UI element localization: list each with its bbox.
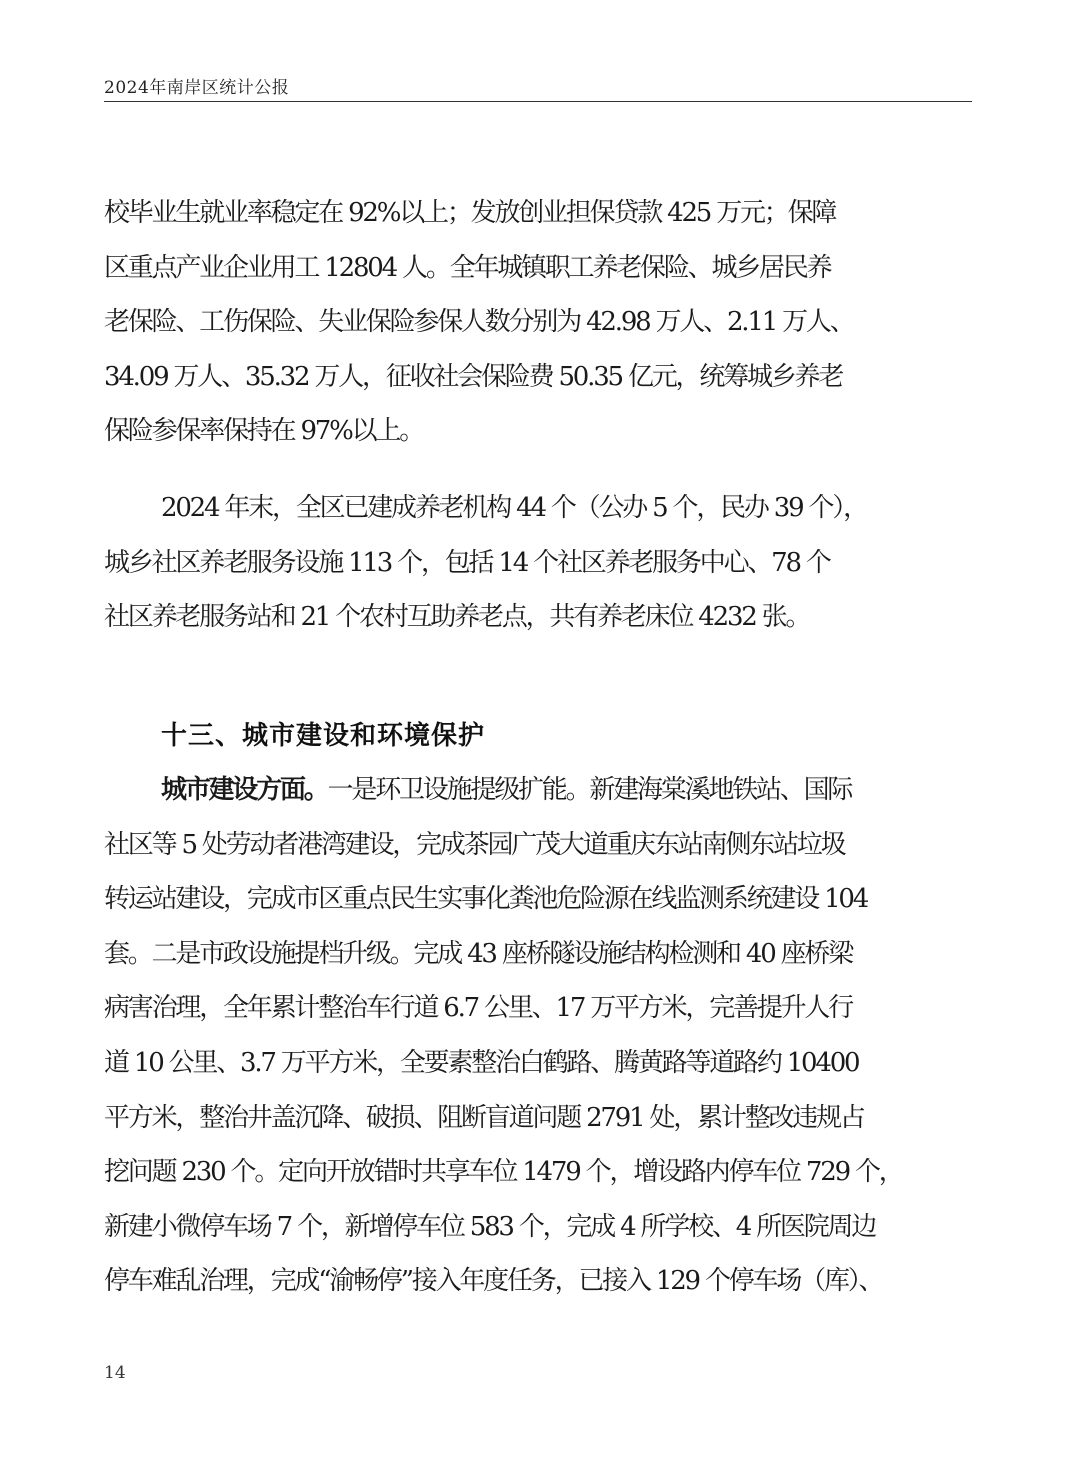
paragraph-line: 停车难乱治理，完成“渝畅停”接入年度任务，已接入 129 个停车场（库）、	[104, 1266, 883, 1297]
paragraph-line: 社区养老服务站和 21 个农村互助养老点，共有养老床位 4232 张。	[104, 602, 810, 633]
page-number: 14	[104, 1363, 126, 1383]
running-header: 2024年南岸区统计公报	[104, 78, 290, 98]
paragraph-line: 新建小微停车场 7 个，新增停车位 583 个，完成 4 所学校、4 所医院周边	[104, 1211, 876, 1242]
paragraph-lead: 城市建设方面。	[161, 775, 328, 805]
paragraph-line: 转运站建设，完成市区重点民生实事化粪池危险源在线监测系统建设 104	[104, 884, 868, 915]
paragraph-line: 病害治理，全年累计整治车行道 6.7 公里、17 万平方米，完善提升人行	[104, 993, 853, 1024]
paragraph-line: 套。二是市政设施提档升级。完成 43 座桥隧设施结构检测和 40 座桥梁	[104, 938, 853, 969]
paragraph-line: 区重点产业企业用工 12804 人。全年城镇职工养老保险、城乡居民养	[104, 252, 831, 283]
paragraph-line: 校毕业生就业率稳定在 92%以上；发放创业担保贷款 425 万元；保障	[104, 198, 836, 228]
paragraph-line: 社区等 5 处劳动者港湾建设，完成茶园广茂大道重庆东站南侧东站垃圾	[104, 829, 845, 860]
paragraph-first-line	[104, 763, 1004, 818]
paragraph-line: 挖问题 230 个。定向开放错时共享车位 1479 个，增设路内停车位 729 个，	[104, 1157, 903, 1188]
paragraph-line: 保险参保率保持在 97%以上。	[104, 416, 424, 447]
paragraph-social-insurance	[104, 186, 1004, 459]
paragraph-first-line-text: 一是环卫设施提级扩能。新建海棠溪地铁站、国际	[327, 775, 852, 805]
paragraph-line: 34.09 万人、35.32 万人，征收社会保险费 50.35 亿元，统筹城乡养老	[104, 361, 843, 392]
paragraph-urban-construction	[104, 763, 1004, 1309]
paragraph-line: 老保险、工伤保险、失业保险参保人数分别为 42.98 万人、2.11 万人、	[104, 307, 854, 338]
section-heading: 十三、城市建设和环境保护	[161, 721, 486, 751]
paragraph-elderly-care	[104, 481, 1004, 645]
paragraph-line: 平方米，整治井盖沉降、破损、阻断盲道问题 2791 处，累计整改违规占	[104, 1102, 864, 1133]
paragraph-line: 道 10 公里、3.7 万平方米，全要素整治白鹤路、腾黄路等道路约 10400	[104, 1047, 859, 1078]
paragraph-line: 城乡社区养老服务设施 113 个，包括 14 个社区养老服务中心、78 个	[104, 547, 830, 578]
header-rule	[104, 101, 972, 102]
paragraph-line: 2024 年末，全区已建成养老机构 44 个（公办 5 个，民办 39 个），	[161, 493, 867, 523]
